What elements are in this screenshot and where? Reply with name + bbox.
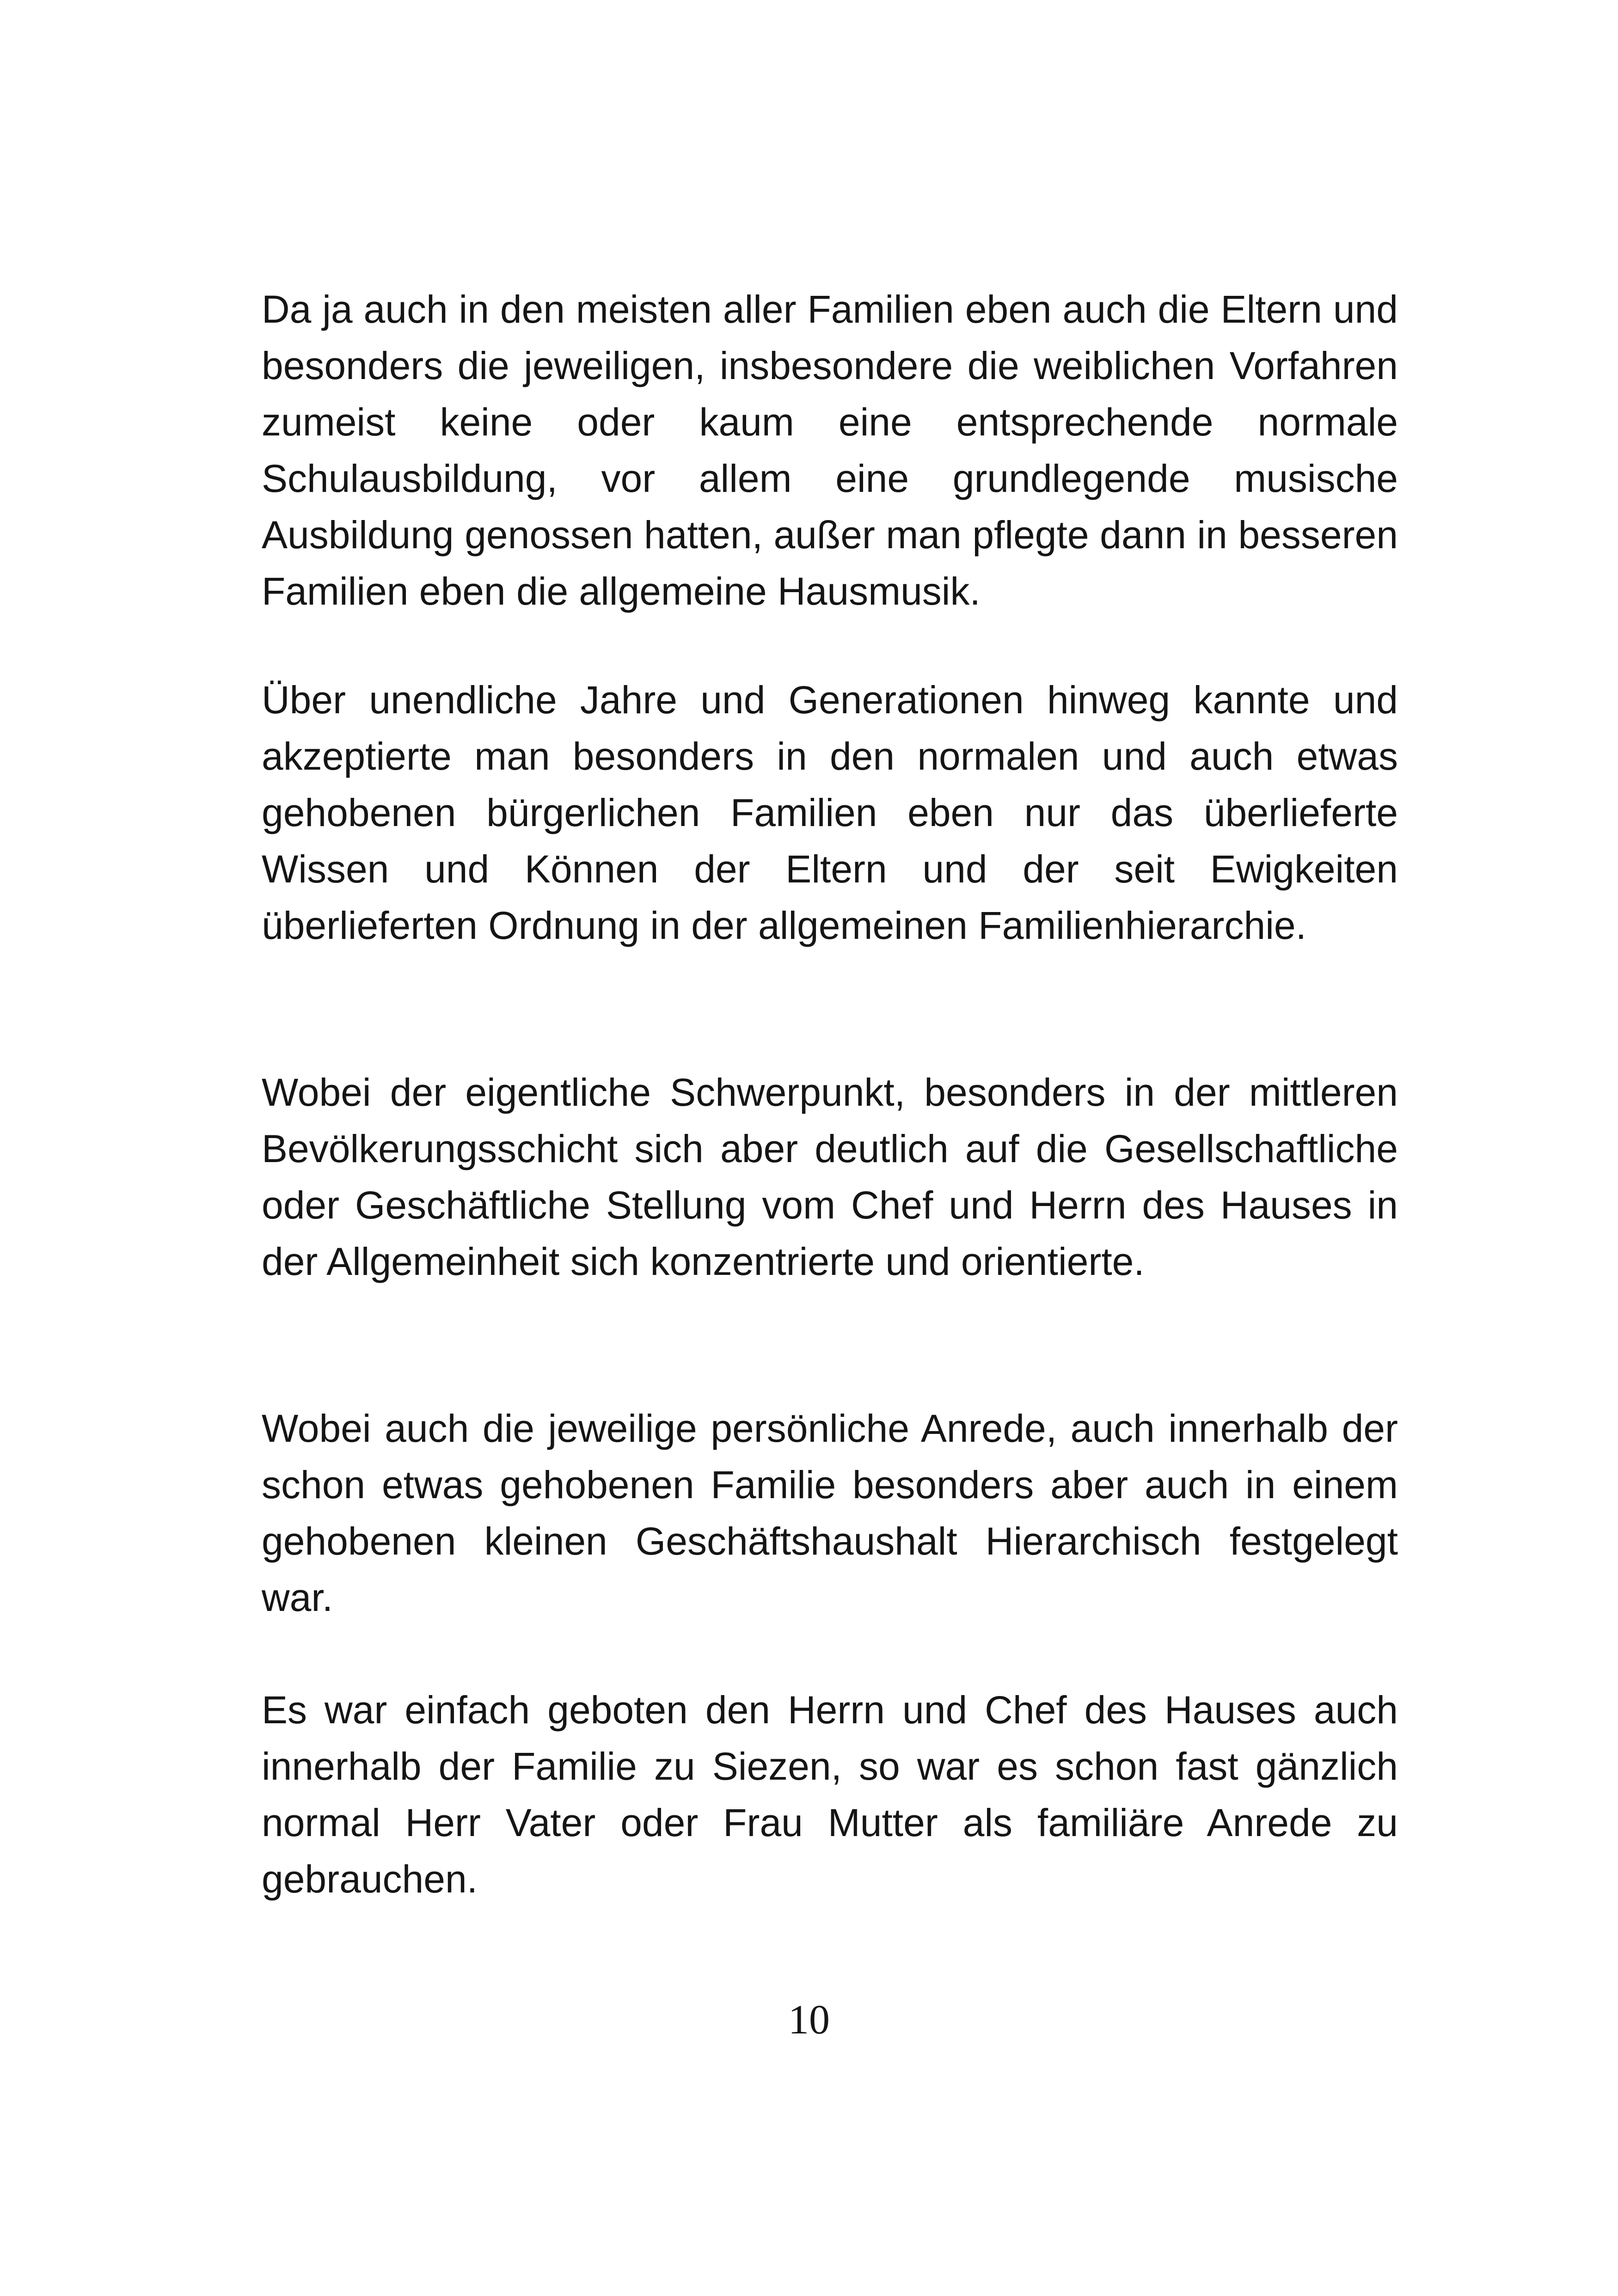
paragraph-1: Da ja auch in den meisten aller Familien eben auch die Eltern und besonders die jeweiligen, insbesondere die weiblichen Vorfahren zumeist keine oder kaum eine entsprechende normale Schulausbildung, vor allem eine grundlegende musische Ausbildung genossen hatten, außer man pflegte dann in besseren Familien eben die allgemeine Hausmusik. (262, 288, 1398, 613)
page-number: 10 (788, 1997, 830, 2043)
paragraph-4: Wobei auch die jeweilige persönliche Anrede, auch innerhalb der schon etwas gehobenen Familie besonders aber auch in einem gehobenen kleinen Geschäftshaushalt Hierarchisch festgelegt war. (262, 1407, 1398, 1619)
paragraph-2: Über unendliche Jahre und Generationen hinweg kannte und akzeptierte man besonders in den normalen und auch etwas gehobenen bürgerlichen Familien eben nur das überlieferte Wissen und Können der Eltern und der seit Ewigkeiten überlieferten Ordnung in der allgemeinen Familienhierarchie. (262, 678, 1398, 947)
paragraph-3: Wobei der eigentliche Schwerpunkt, besonders in der mittleren Bevölkerungsschicht sich aber deutlich auf die Gesellschaftliche oder Geschäftliche Stellung vom Chef und Herrn des Hauses in der Allgemeinheit sich konzentrierte und orientierte. (262, 1071, 1398, 1283)
paragraph-5: Es war einfach geboten den Herrn und Chef des Hauses auch innerhalb der Familie zu Siezen, so war es schon fast gänzlich normal Herr Vater oder Frau Mutter als familiäre Anrede zu gebrauchen. (262, 1688, 1398, 1901)
